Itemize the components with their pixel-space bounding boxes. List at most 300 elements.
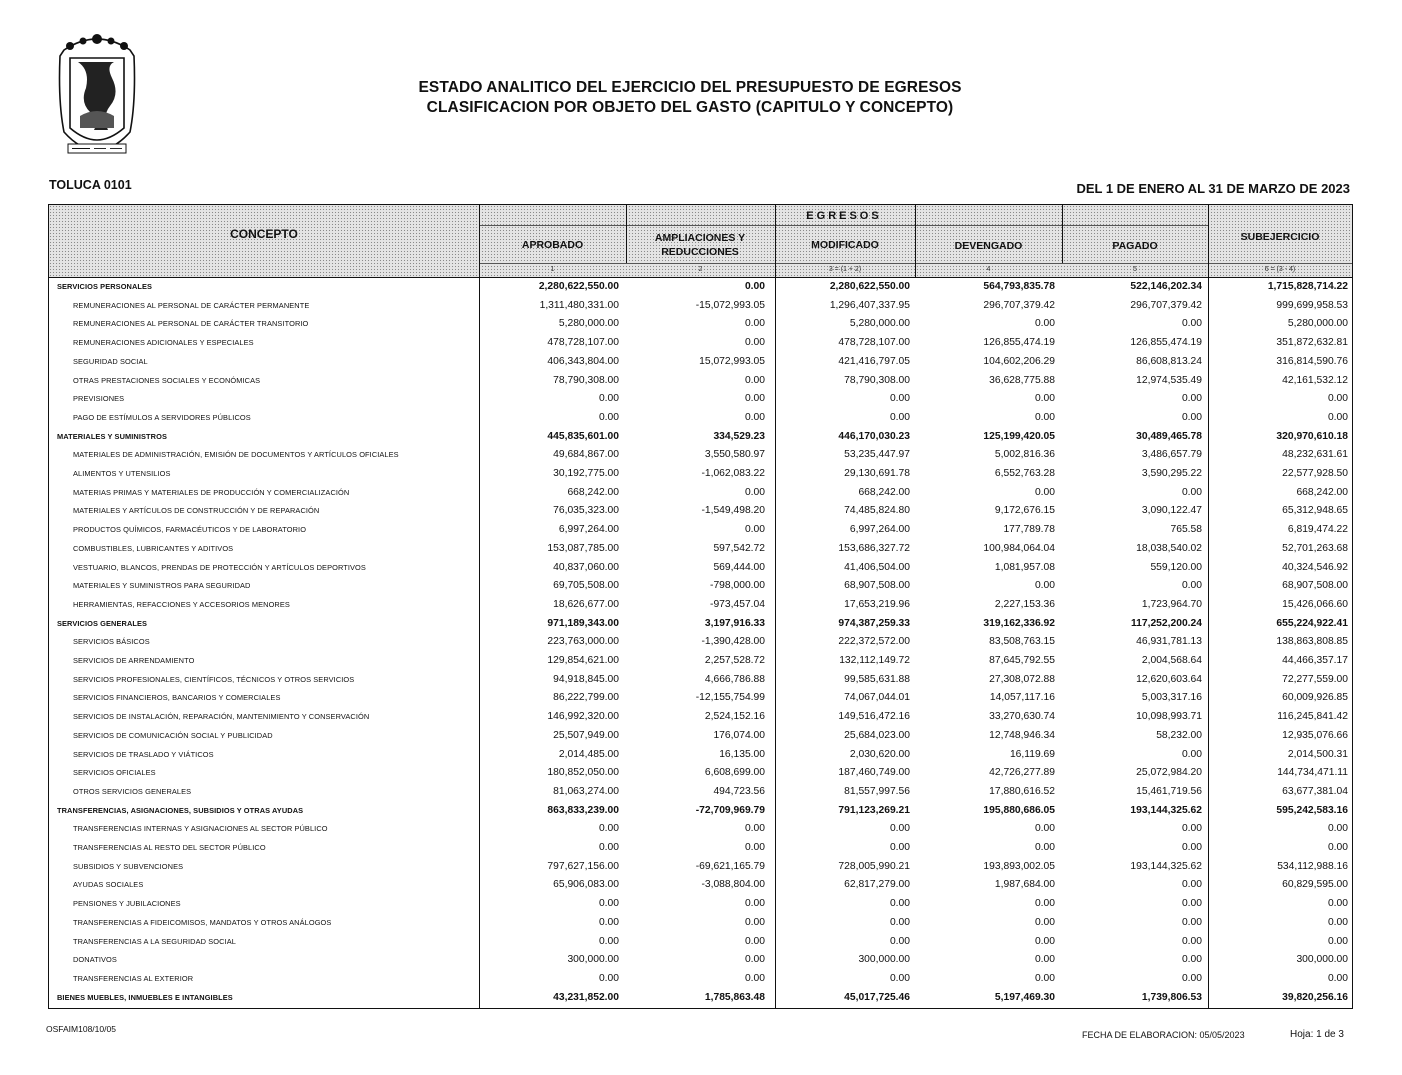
cell-pagado: 3,590,295.22 <box>1141 468 1202 479</box>
cell-modificado: 791,123,269.21 <box>838 804 910 816</box>
row-label: MATERIALES Y SUMINISTROS PARA SEGURIDAD <box>73 581 251 591</box>
concept-row <box>49 373 1352 392</box>
cell-ampliaciones: 0.00 <box>744 524 765 536</box>
cell-pagado: 0.00 <box>1181 318 1202 330</box>
header-egresos: EGRESOS <box>806 210 882 222</box>
entity-name: TOLUCA 0101 <box>49 178 132 192</box>
cell-aprobado: 18,626,677.00 <box>553 598 619 610</box>
cell-devengado: 87,645,792.55 <box>989 655 1055 666</box>
concept-row <box>49 634 1352 653</box>
col-divider <box>1062 205 1063 263</box>
cell-subejercicio: 668,242.00 <box>1296 486 1348 498</box>
row-label: TRANSFERENCIAS AL EXTERIOR <box>73 973 194 983</box>
cell-aprobado: 40,837,060.00 <box>553 561 619 573</box>
row-label: REMUNERACIONES AL PERSONAL DE CARÁCTER TRANSITORIO <box>73 319 309 329</box>
cell-modificado: 5,280,000.00 <box>849 318 910 330</box>
cell-modificado: 132,112,149.72 <box>839 655 910 666</box>
page-number: Hoja: 1 de 3 <box>1290 1029 1344 1040</box>
cell-pagado: 12,974,535.49 <box>1136 374 1202 386</box>
cell-modificado: 81,557,997.56 <box>844 785 910 797</box>
cell-ampliaciones: -12,155,754.99 <box>695 692 765 704</box>
cell-devengado: 27,308,072.88 <box>989 673 1055 685</box>
cell-subejercicio: 5,280,000.00 <box>1287 318 1348 330</box>
cell-aprobado: 0.00 <box>598 842 619 853</box>
cell-devengado: 0.00 <box>1034 318 1055 330</box>
header-concepto: CONCEPTO <box>230 227 298 241</box>
cell-modificado: 25,684,023.00 <box>844 729 910 741</box>
cell-modificado: 0.00 <box>889 916 910 928</box>
row-label: PAGO DE ESTÍMULOS A SERVIDORES PÚBLICOS <box>73 412 251 422</box>
cell-subejercicio: 6,819,474.22 <box>1287 524 1348 536</box>
concept-row <box>49 690 1352 709</box>
cell-aprobado: 30,192,775.00 <box>553 468 619 479</box>
cell-modificado: 1,296,407,337.95 <box>829 299 910 311</box>
cell-aprobado: 478,728,107.00 <box>547 337 619 349</box>
cell-aprobado: 49,684,867.00 <box>553 449 619 461</box>
concept-row <box>49 447 1352 466</box>
cell-ampliaciones: 0.00 <box>744 823 765 835</box>
cell-devengado: 0.00 <box>1034 486 1055 498</box>
cell-ampliaciones: 0.00 <box>744 393 765 405</box>
row-label: TRANSFERENCIAS A FIDEICOMISOS, MANDATOS Y OTROS ANÁLOGOS <box>73 917 332 927</box>
cell-ampliaciones: -1,549,498.20 <box>701 505 765 517</box>
cell-modificado: 29,130,691.78 <box>844 468 910 479</box>
row-label: SERVICIOS DE ARRENDAMIENTO <box>73 656 195 665</box>
cell-ampliaciones: 2,257,528.72 <box>704 655 765 666</box>
header-ampliaciones: AMPLIACIONES Y REDUCCIONES <box>654 232 746 258</box>
cell-devengado: 83,508,763.15 <box>989 636 1055 648</box>
chapter-row <box>49 803 1352 822</box>
cell-aprobado: 5,280,000.00 <box>558 318 619 330</box>
cell-aprobado: 69,705,508.00 <box>553 580 619 592</box>
cell-modificado: 153,686,327.72 <box>838 542 910 554</box>
concept-row <box>49 971 1352 990</box>
cell-aprobado: 0.00 <box>598 823 619 835</box>
cell-devengado: 296,707,379.42 <box>983 299 1055 311</box>
cell-devengado: 0.00 <box>1034 842 1055 853</box>
header-egresos-rule <box>479 225 1209 226</box>
header-num-ampliaciones: 2 <box>698 266 703 273</box>
cell-aprobado: 406,343,804.00 <box>547 355 619 367</box>
header-num-pagado: 5 <box>1133 266 1137 273</box>
concept-row <box>49 840 1352 859</box>
cell-devengado: 16,119.69 <box>1009 748 1055 760</box>
cell-devengado: 0.00 <box>1034 954 1055 966</box>
cell-aprobado: 797,627,156.00 <box>547 860 619 872</box>
row-label: SERVICIOS DE TRASLADO Y VIÁTICOS <box>73 749 214 759</box>
cell-aprobado: 1,311,480,331.00 <box>539 299 619 311</box>
cell-subejercicio: 1,715,828,714.22 <box>1267 281 1348 292</box>
row-label: SERVICIOS PROFESIONALES, CIENTÍFICOS, TÉCNICOS Y OTROS SERVICIOS <box>73 674 355 684</box>
concept-row <box>49 485 1352 504</box>
cell-pagado: 296,707,379.42 <box>1130 299 1202 311</box>
cell-ampliaciones: -72,709,969.79 <box>695 804 765 816</box>
concept-row <box>49 410 1352 429</box>
cell-devengado: 36,628,775.88 <box>989 374 1055 386</box>
cell-ampliaciones: 0.00 <box>744 374 765 386</box>
cell-devengado: 9,172,676.15 <box>994 505 1055 517</box>
cell-ampliaciones: 0.00 <box>744 898 765 910</box>
cell-aprobado: 0.00 <box>598 935 619 947</box>
row-label: MATERIAS PRIMAS Y MATERIALES DE PRODUCCIÓN Y COMERCIALIZACIÓN <box>73 487 350 497</box>
cell-devengado: 33,270,630.74 <box>989 711 1055 723</box>
concept-row <box>49 784 1352 803</box>
cell-pagado: 0.00 <box>1181 916 1202 928</box>
cell-pagado: 559,120.00 <box>1150 561 1202 573</box>
concept-row <box>49 522 1352 541</box>
cell-pagado: 3,486,657.79 <box>1141 449 1202 461</box>
cell-devengado: 100,984,064.04 <box>983 542 1055 554</box>
cell-aprobado: 445,835,601.00 <box>547 430 619 442</box>
cell-modificado: 728,005,990.21 <box>838 860 910 872</box>
cell-subejercicio: 300,000.00 <box>1296 954 1348 966</box>
concept-row <box>49 877 1352 896</box>
concept-row <box>49 821 1352 840</box>
cell-aprobado: 25,507,949.00 <box>553 729 619 741</box>
cell-ampliaciones: -1,390,428.00 <box>701 636 765 648</box>
cell-pagado: 117,252,200.24 <box>1130 617 1202 629</box>
cell-subejercicio: 655,224,922.41 <box>1276 617 1348 629</box>
cell-subejercicio: 63,677,381.04 <box>1282 785 1348 797</box>
cell-devengado: 2,227,153.36 <box>994 598 1055 610</box>
cell-ampliaciones: 494,723.56 <box>713 785 765 797</box>
report-title <box>360 78 1020 118</box>
cell-aprobado: 6,997,264.00 <box>558 524 619 536</box>
chapter-row <box>49 279 1352 298</box>
concept-row <box>49 952 1352 971</box>
cell-devengado: 195,880,686.05 <box>983 804 1055 816</box>
cell-pagado: 0.00 <box>1181 879 1202 891</box>
cell-devengado: 6,552,763.28 <box>994 468 1055 479</box>
header-num-aprobado: 1 <box>550 266 555 273</box>
row-label: TRANSFERENCIAS INTERNAS Y ASIGNACIONES AL SECTOR PÚBLICO <box>73 824 328 834</box>
cell-pagado: 522,146,202.34 <box>1130 281 1202 292</box>
row-label: DONATIVOS <box>73 955 117 965</box>
concept-row <box>49 541 1352 560</box>
cell-aprobado: 94,918,845.00 <box>553 673 619 685</box>
cell-aprobado: 153,087,785.00 <box>547 542 619 554</box>
cell-subejercicio: 60,829,595.00 <box>1282 879 1348 891</box>
row-label: ALIMENTOS Y UTENSILIOS <box>73 469 171 478</box>
cell-aprobado: 81,063,274.00 <box>553 785 619 797</box>
cell-pagado: 0.00 <box>1181 972 1202 984</box>
chapter-row <box>49 990 1352 1009</box>
report-title-line1: ESTADO ANALITICO DEL EJERCICIO DEL PRESUPUESTO DE EGRESOS <box>418 79 962 96</box>
cell-devengado: 1,081,957.08 <box>994 561 1055 573</box>
cell-aprobado: 2,280,622,550.00 <box>538 281 619 292</box>
cell-devengado: 319,162,336.92 <box>983 617 1055 629</box>
row-label: SERVICIOS PERSONALES <box>57 282 153 291</box>
cell-aprobado: 43,231,852.00 <box>553 991 619 1003</box>
concept-row <box>49 896 1352 915</box>
cell-subejercicio: 2,014,500.31 <box>1287 748 1348 760</box>
cell-aprobado: 86,222,799.00 <box>553 692 619 704</box>
cell-subejercicio: 0.00 <box>1327 972 1348 984</box>
cell-ampliaciones: -798,000.00 <box>710 580 765 592</box>
concept-row <box>49 765 1352 784</box>
chapter-row <box>49 616 1352 635</box>
cell-ampliaciones: 0.00 <box>744 411 765 423</box>
cell-subejercicio: 595,242,583.16 <box>1276 804 1348 816</box>
cell-aprobado: 300,000.00 <box>567 954 619 966</box>
cell-subejercicio: 534,112,988.16 <box>1277 860 1348 872</box>
concept-row <box>49 354 1352 373</box>
cell-pagado: 0.00 <box>1181 748 1202 760</box>
cell-modificado: 222,372,572.00 <box>838 636 910 648</box>
row-label: TRANSFERENCIAS, ASIGNACIONES, SUBSIDIOS Y OTRAS AYUDAS <box>57 805 304 815</box>
concept-row <box>49 915 1352 934</box>
cell-modificado: 41,406,504.00 <box>844 561 910 573</box>
cell-modificado: 668,242.00 <box>858 486 910 498</box>
row-label: REMUNERACIONES ADICIONALES Y ESPECIALES <box>73 338 254 348</box>
cell-ampliaciones: 0.00 <box>744 972 765 984</box>
row-label: TRANSFERENCIAS A LA SEGURIDAD SOCIAL <box>73 936 236 946</box>
cell-aprobado: 0.00 <box>598 898 619 910</box>
cell-devengado: 126,855,474.19 <box>983 337 1055 349</box>
concept-row <box>49 298 1352 317</box>
cell-subejercicio: 15,426,066.60 <box>1282 598 1348 610</box>
row-label: SERVICIOS OFICIALES <box>73 768 156 778</box>
cell-modificado: 45,017,725.46 <box>844 991 910 1003</box>
cell-modificado: 0.00 <box>889 935 910 947</box>
concept-row <box>49 747 1352 766</box>
cell-ampliaciones: 0.00 <box>744 916 765 928</box>
cell-aprobado: 78,790,308.00 <box>553 374 619 386</box>
row-label: SERVICIOS GENERALES <box>57 618 148 628</box>
cell-ampliaciones: -15,072,993.05 <box>695 299 765 311</box>
cell-subejercicio: 0.00 <box>1327 823 1348 835</box>
row-label: MATERIALES Y ARTÍCULOS DE CONSTRUCCIÓN Y DE REPARACIÓN <box>73 506 320 516</box>
row-label: OTRAS PRESTACIONES SOCIALES Y ECONÓMICAS <box>73 375 261 385</box>
cell-pagado: 0.00 <box>1181 823 1202 835</box>
cell-subejercicio: 0.00 <box>1327 393 1348 405</box>
cell-subejercicio: 39,820,256.16 <box>1282 991 1348 1003</box>
cell-pagado: 15,461,719.56 <box>1136 785 1202 797</box>
cell-pagado: 12,620,603.64 <box>1136 673 1202 685</box>
cell-modificado: 74,067,044.01 <box>844 692 910 704</box>
cell-devengado: 0.00 <box>1034 935 1055 947</box>
row-label: BIENES MUEBLES, INMUEBLES E INTANGIBLES <box>57 992 233 1002</box>
elaboration-date: FECHA DE ELABORACION: 05/05/2023 <box>1082 1030 1245 1040</box>
cell-ampliaciones: 15,072,993.05 <box>699 355 765 367</box>
cell-ampliaciones: 4,666,786.88 <box>704 673 765 685</box>
row-label: HERRAMIENTAS, REFACCIONES Y ACCESORIOS MENORES <box>73 599 290 609</box>
cell-modificado: 17,653,219.96 <box>844 598 910 610</box>
cell-aprobado: 971,189,343.00 <box>547 617 619 629</box>
cell-aprobado: 0.00 <box>598 972 619 984</box>
row-label: AYUDAS SOCIALES <box>73 880 144 890</box>
cell-modificado: 53,235,447.97 <box>844 449 910 461</box>
cell-subejercicio: 52,701,263.68 <box>1282 542 1348 554</box>
cell-subejercicio: 0.00 <box>1327 898 1348 910</box>
cell-aprobado: 146,992,320.00 <box>547 711 619 723</box>
header-num-devengado: 4 <box>986 266 991 273</box>
row-label: TRANSFERENCIAS AL RESTO DEL SECTOR PÚBLICO <box>73 843 266 852</box>
cell-pagado: 86,608,813.24 <box>1136 355 1202 367</box>
row-label: SEGURIDAD SOCIAL <box>73 356 148 366</box>
cell-devengado: 5,002,816.36 <box>994 449 1055 461</box>
row-label: SERVICIOS DE INSTALACIÓN, REPARACIÓN, MANTENIMIENTO Y CONSERVACIÓN <box>73 712 370 722</box>
cell-subejercicio: 40,324,546.92 <box>1282 561 1348 573</box>
chapter-row <box>49 429 1352 448</box>
coat-of-arms-logo <box>50 32 144 158</box>
row-label: OTROS SERVICIOS GENERALES <box>73 786 192 796</box>
cell-aprobado: 129,854,621.00 <box>547 655 619 666</box>
cell-pagado: 46,931,781.13 <box>1136 636 1202 648</box>
cell-modificado: 0.00 <box>889 972 910 984</box>
cell-devengado: 0.00 <box>1034 898 1055 910</box>
cell-devengado: 0.00 <box>1034 411 1055 423</box>
col-divider <box>915 205 916 277</box>
header-num-subejercicio: 6 = (3 - 4) <box>1264 266 1296 273</box>
cell-subejercicio: 0.00 <box>1327 842 1348 853</box>
cell-modificado: 478,728,107.00 <box>838 337 910 349</box>
cell-pagado: 0.00 <box>1181 486 1202 498</box>
cell-subejercicio: 0.00 <box>1327 411 1348 423</box>
cell-aprobado: 0.00 <box>598 916 619 928</box>
cell-aprobado: 668,242.00 <box>567 486 619 498</box>
cell-ampliaciones: 334,529.23 <box>713 430 765 442</box>
cell-pagado: 193,144,325.62 <box>1130 804 1202 816</box>
cell-pagado: 30,489,465.78 <box>1136 430 1202 442</box>
cell-pagado: 0.00 <box>1181 393 1202 405</box>
concept-row <box>49 503 1352 522</box>
row-label: SERVICIOS FINANCIEROS, BANCARIOS Y COMERCIALES <box>73 693 281 703</box>
cell-pagado: 765.58 <box>1170 524 1202 536</box>
report-period: DEL 1 DE ENERO AL 31 DE MARZO DE 2023 <box>1076 181 1350 196</box>
cell-pagado: 193,144,325.62 <box>1130 860 1202 872</box>
cell-subejercicio: 48,232,631.61 <box>1282 449 1348 461</box>
cell-subejercicio: 144,734,471.11 <box>1277 767 1348 779</box>
cell-pagado: 0.00 <box>1181 580 1202 592</box>
cell-ampliaciones: 176,074.00 <box>713 729 765 741</box>
cell-subejercicio: 42,161,532.12 <box>1282 374 1348 386</box>
cell-devengado: 17,880,616.52 <box>989 785 1055 797</box>
cell-subejercicio: 68,907,508.00 <box>1282 580 1348 592</box>
cell-devengado: 12,748,946.34 <box>989 729 1055 741</box>
cell-subejercicio: 65,312,948.65 <box>1282 505 1348 517</box>
cell-devengado: 0.00 <box>1034 580 1055 592</box>
cell-devengado: 14,057,117.16 <box>989 692 1055 704</box>
cell-pagado: 0.00 <box>1181 954 1202 966</box>
cell-pagado: 58,232.00 <box>1156 729 1202 741</box>
cell-ampliaciones: 0.00 <box>744 935 765 947</box>
cell-ampliaciones: 0.00 <box>744 281 765 292</box>
cell-ampliaciones: 3,550,580.97 <box>704 449 765 461</box>
cell-modificado: 0.00 <box>889 411 910 423</box>
cell-pagado: 126,855,474.19 <box>1130 337 1202 349</box>
cell-subejercicio: 999,699,958.53 <box>1276 299 1348 311</box>
cell-ampliaciones: -1,062,083.22 <box>701 468 765 479</box>
row-label: MATERIALES DE ADMINISTRACIÓN, EMISIÓN DE DOCUMENTOS Y ARTÍCULOS OFICIALES <box>73 450 399 460</box>
cell-modificado: 99,585,631.88 <box>844 673 910 685</box>
cell-modificado: 68,907,508.00 <box>844 580 910 592</box>
cell-subejercicio: 44,466,357.17 <box>1282 655 1348 666</box>
cell-modificado: 446,170,030.23 <box>838 430 910 442</box>
cell-ampliaciones: 0.00 <box>744 954 765 966</box>
cell-aprobado: 0.00 <box>598 393 619 405</box>
cell-ampliaciones: -973,457.04 <box>710 598 765 610</box>
header-num-modificado: 3 = (1 + 2) <box>828 266 862 273</box>
cell-modificado: 149,516,472.16 <box>838 711 910 723</box>
cell-devengado: 0.00 <box>1034 972 1055 984</box>
cell-modificado: 2,280,622,550.00 <box>829 281 910 292</box>
cell-subejercicio: 72,277,559.00 <box>1282 673 1348 685</box>
cell-ampliaciones: 0.00 <box>744 337 765 349</box>
cell-subejercicio: 320,970,610.18 <box>1276 430 1348 442</box>
row-label: VESTUARIO, BLANCOS, PRENDAS DE PROTECCIÓN Y ARTÍCULOS DEPORTIVOS <box>73 562 366 572</box>
cell-ampliaciones: 0.00 <box>744 486 765 498</box>
cell-modificado: 6,997,264.00 <box>849 524 910 536</box>
row-label: SERVICIOS BÁSICOS <box>73 637 150 647</box>
cell-aprobado: 65,906,083.00 <box>553 879 619 891</box>
cell-modificado: 0.00 <box>889 898 910 910</box>
header-pagado: PAGADO <box>1112 240 1158 252</box>
concept-row <box>49 391 1352 410</box>
cell-subejercicio: 60,009,926.85 <box>1282 692 1348 704</box>
cell-ampliaciones: -69,621,165.79 <box>695 860 765 872</box>
cell-pagado: 2,004,568.64 <box>1141 655 1202 666</box>
row-label: PRODUCTOS QUÍMICOS, FARMACÉUTICOS Y DE LABORATORIO <box>73 525 307 535</box>
row-label: REMUNERACIONES AL PERSONAL DE CARÁCTER PERMANENTE <box>73 300 310 310</box>
cell-ampliaciones: 16,135.00 <box>719 748 765 760</box>
header-subejercicio: SUBEJERCICIO <box>1240 231 1320 243</box>
header-devengado: DEVENGADO <box>954 240 1023 252</box>
cell-subejercicio: 12,935,076.66 <box>1282 729 1348 741</box>
cell-modificado: 421,416,797.05 <box>838 355 910 367</box>
concept-row <box>49 578 1352 597</box>
cell-aprobado: 223,763,000.00 <box>547 636 619 648</box>
cell-devengado: 0.00 <box>1034 823 1055 835</box>
cell-pagado: 3,090,122.47 <box>1141 505 1202 517</box>
concept-row <box>49 653 1352 672</box>
cell-pagado: 10,098,993.71 <box>1136 711 1202 723</box>
cell-ampliaciones: 569,444.00 <box>713 561 765 573</box>
row-label: PENSIONES Y JUBILACIONES <box>73 899 181 909</box>
cell-aprobado: 180,852,050.00 <box>547 767 619 779</box>
cell-ampliaciones: 0.00 <box>744 842 765 853</box>
cell-ampliaciones: 2,524,152.16 <box>704 711 765 723</box>
row-label: SUBSIDIOS Y SUBVENCIONES <box>73 861 184 871</box>
cell-pagado: 1,739,806.53 <box>1141 991 1202 1003</box>
concept-row <box>49 466 1352 485</box>
cell-modificado: 62,817,279.00 <box>844 879 910 891</box>
row-label: MATERIALES Y SUMINISTROS <box>57 431 167 441</box>
cell-ampliaciones: 597,542.72 <box>713 542 765 554</box>
cell-ampliaciones: 0.00 <box>744 318 765 330</box>
cell-devengado: 1,987,684.00 <box>994 879 1055 891</box>
cell-subejercicio: 316,814,590.76 <box>1276 355 1348 367</box>
cell-modificado: 2,030,620.00 <box>849 748 910 760</box>
cell-modificado: 974,387,259.33 <box>838 617 910 629</box>
cell-devengado: 177,789.78 <box>1003 524 1055 536</box>
col-divider <box>626 205 627 263</box>
report-title-line2: CLASIFICACION POR OBJETO DEL GASTO (CAPITULO Y CONCEPTO) <box>426 99 954 116</box>
cell-aprobado: 863,833,239.00 <box>547 804 619 816</box>
row-label: SERVICIOS DE COMUNICACIÓN SOCIAL Y PUBLICIDAD <box>73 730 273 740</box>
cell-devengado: 0.00 <box>1034 916 1055 928</box>
cell-ampliaciones: 3,197,916.33 <box>704 617 765 629</box>
concept-row <box>49 560 1352 579</box>
cell-modificado: 187,460,749.00 <box>838 767 910 779</box>
cell-devengado: 564,793,835.78 <box>983 281 1055 292</box>
cell-modificado: 0.00 <box>889 393 910 405</box>
cell-devengado: 193,893,002.05 <box>983 860 1055 872</box>
cell-subejercicio: 138,863,808.85 <box>1276 636 1348 648</box>
budget-table <box>48 204 1353 1009</box>
cell-aprobado: 2,014,485.00 <box>558 748 619 760</box>
concept-row <box>49 728 1352 747</box>
